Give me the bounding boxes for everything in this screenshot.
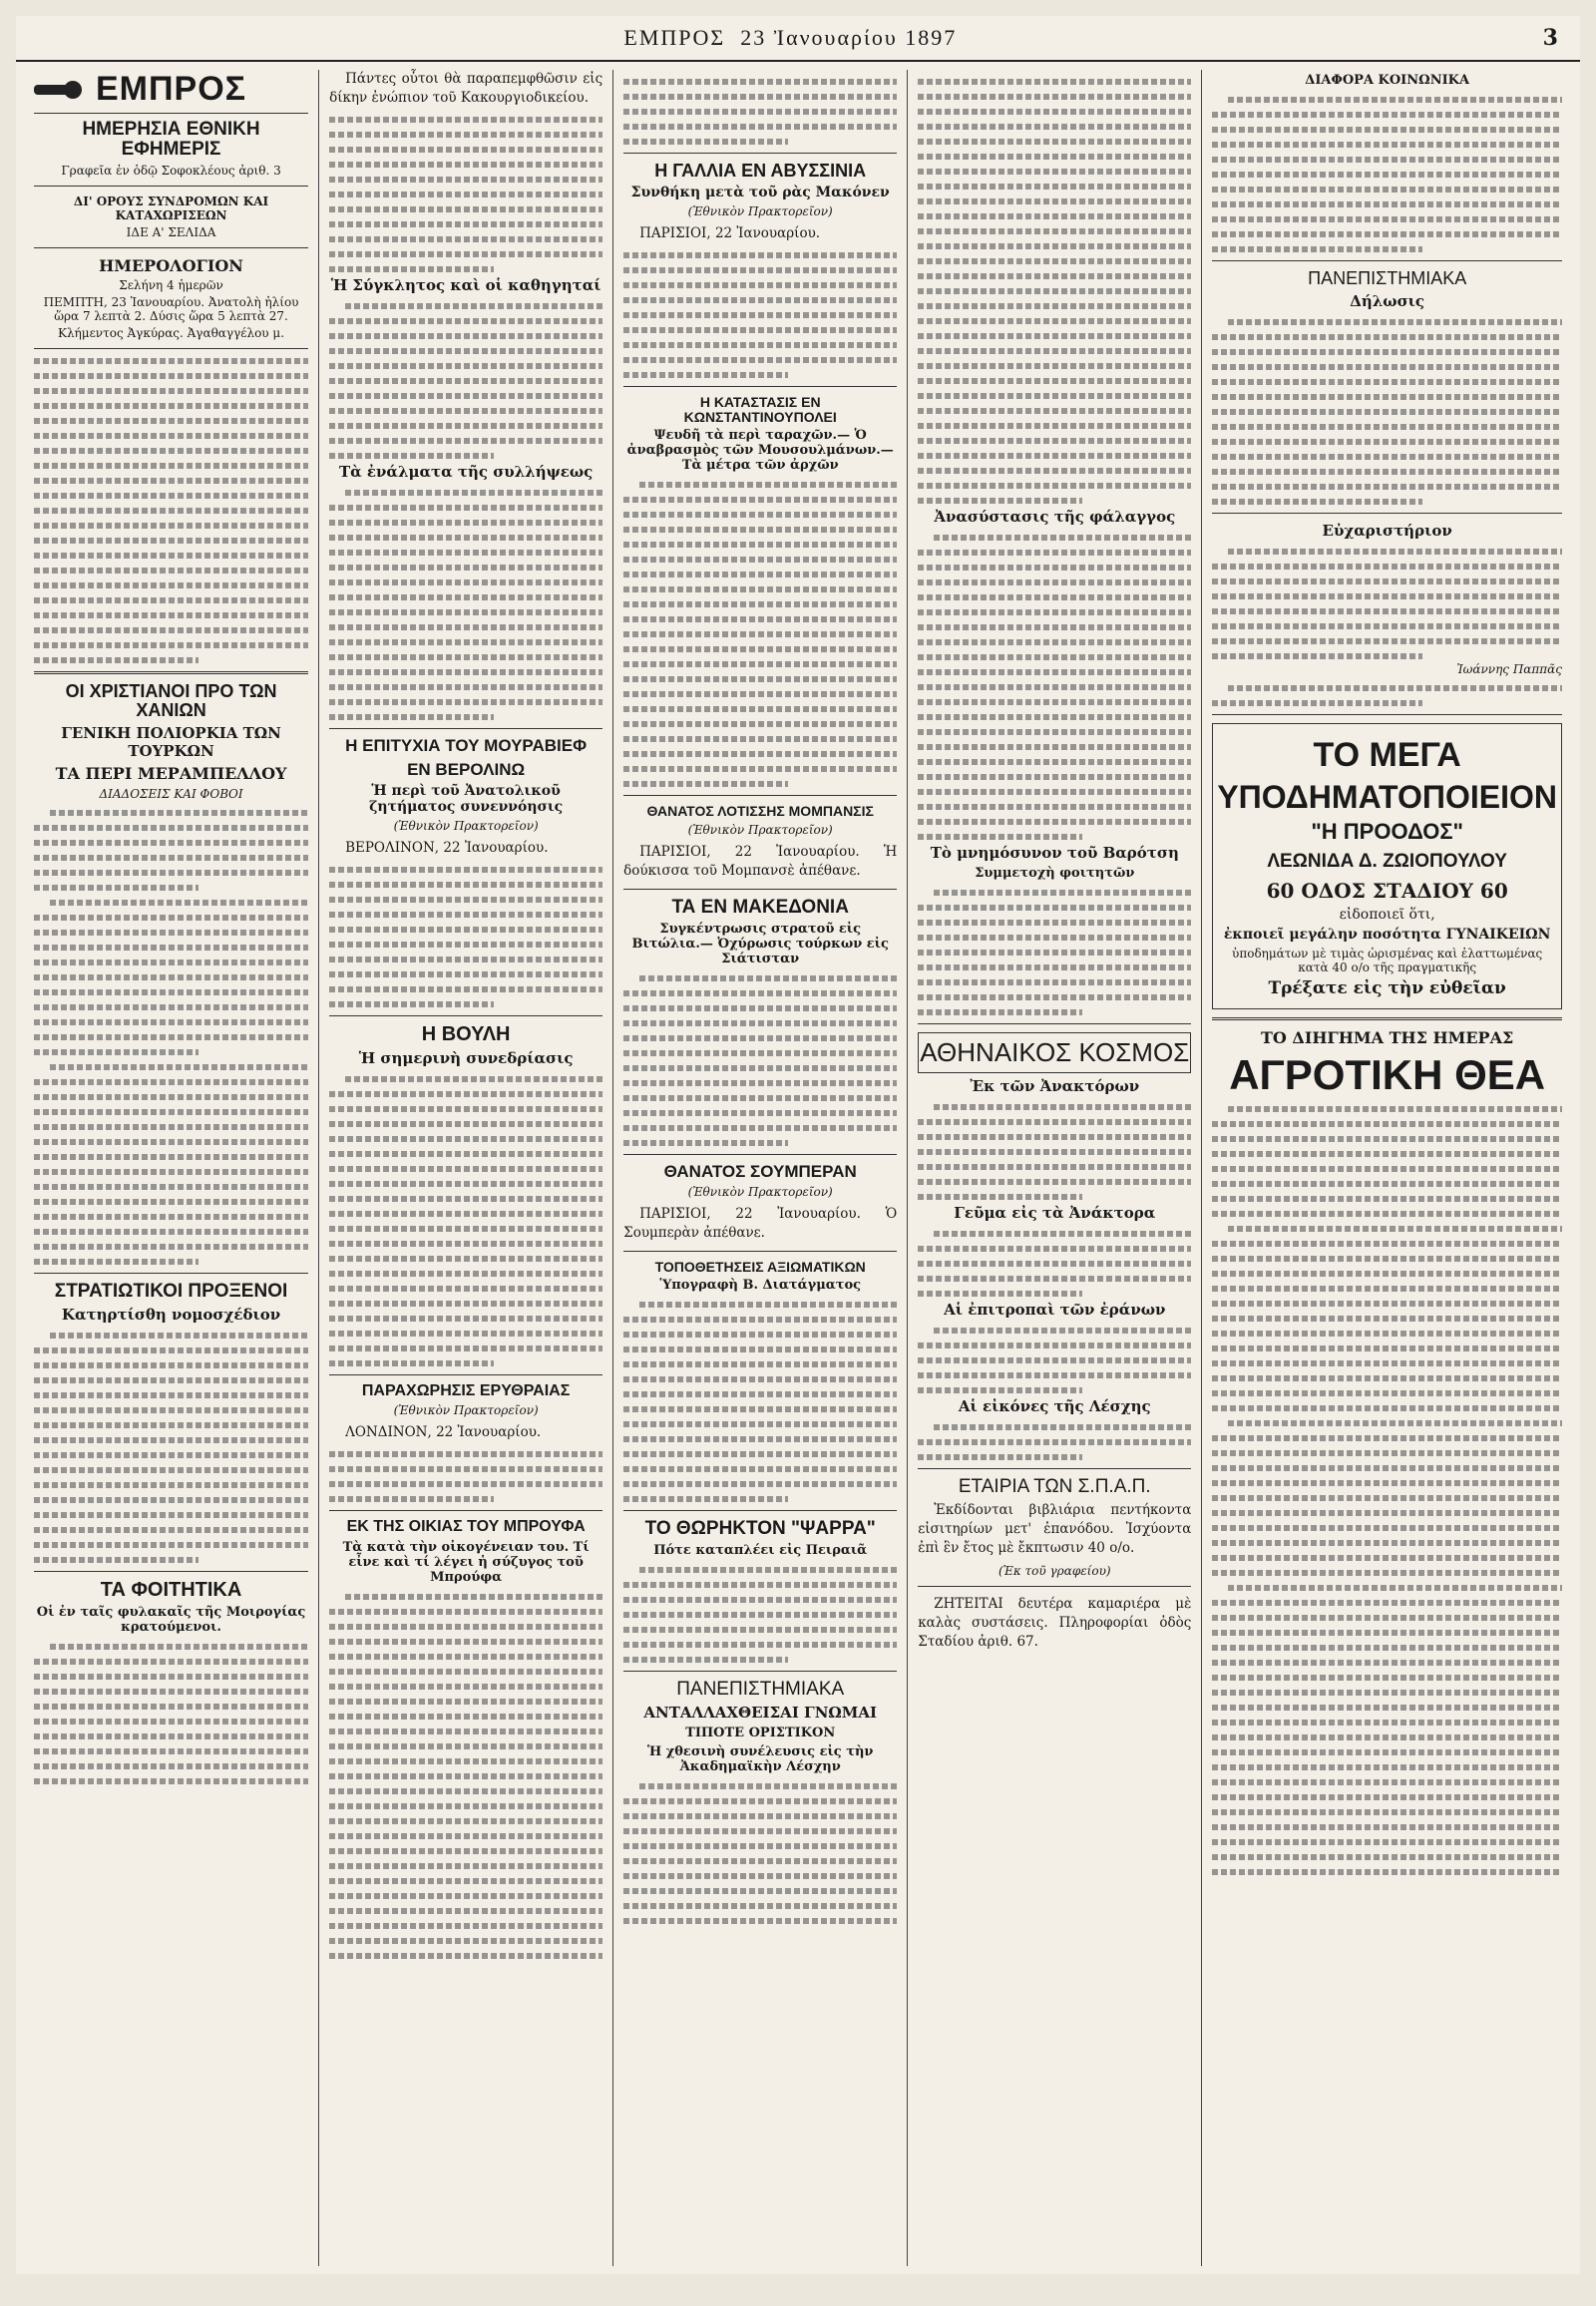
source-agency: (Ἐθνικὸν Πρακτορεῖον) [687,1184,833,1199]
story-title: ΑΓΡΟΤΙΚΗ ΘΕΑ [1229,1050,1546,1098]
text-block [918,79,1191,504]
text-block [918,1424,1191,1460]
text-block [34,358,308,663]
text-block [918,535,1191,840]
text-block [34,810,308,1265]
source-agency: (Ἐθνικὸν Πρακτορεῖον) [393,1403,539,1418]
spap-office: (Ἐκ τοῦ γραφείου) [998,1564,1111,1579]
subhead-thanks: Εὐχαριστήριον [1322,521,1452,540]
subhead-dinner: Γεῦμα εἰς τὰ Ἀνάκτορα [954,1204,1156,1223]
calendar-sun: ΠΕΜΠΤΗ, 23 Ἰανουαρίου. Ἀνατολὴ ἡλίου ὥρα 7 λεπτὰ 2. Δύσις ὥρα 5 λεπτὰ 27. [43,294,299,323]
shoe-store-advertisement [1212,723,1562,1009]
column-4 [907,70,1201,2266]
text-block [1212,685,1562,706]
headline-bouffa: ΕΚ ΤΗΣ ΟΙΚΙΑΣ ΤΟΥ ΜΠΡΟΥΦΑ [346,1518,586,1536]
subhead-committees: Αἱ ἐπιτροπαὶ τῶν ἐράνων [944,1301,1166,1320]
subhead-phalanx: Ἀνασύστασις τῆς φάλαγγος [934,508,1176,526]
headline-eritrea: ΠΑΡΑΧΩΡΗΣΙΣ ΕΡΥΘΡΑΙΑΣ [361,1381,571,1399]
offices: Γραφεῖα ἐν ὁδῷ Σοφοκλέους ἀριθ. 3 [61,163,281,178]
dateline: ΠΑΡΙΣΙΟΙ, 22 Ἰανουαρίου. [639,224,821,241]
source-agency: (Ἐθνικὸν Πρακτορεῖον) [393,818,539,833]
text-block [34,1644,308,1784]
headline-parliament-sub: Ἡ σημερινὴ συνεδρίασις [358,1048,574,1067]
calendar-saints: Κλήμεντος Ἀγκύρας. Ἀγαθαγγέλου μ. [58,325,285,340]
subhead-palace: Ἐκ τῶν Ἀνακτόρων [970,1077,1140,1096]
headline-psara-sub: Πότε καταπλέει εἰς Πειραιᾶ [653,1543,868,1559]
ad-owner: ΛΕΩΝΙΔΑ Δ. ΖΩΙΟΠΟΥΛΟΥ [1267,850,1507,872]
text-block [329,1594,602,1959]
brand-title: ΕΜΠΡΟΣ [96,70,247,108]
text-block [918,1104,1191,1200]
ad-prices: ὑποδημάτων μὲ τιμὰς ὡρισμένας καὶ ἐλαττωμένας κατὰ 40 ο/ο τῆς πραγματικῆς [1232,946,1543,974]
text-block [623,482,897,787]
headline-social: ΔΙΑΦΟΡΑ ΚΟΙΝΩΝΙΚΑ [1305,73,1470,88]
paper-subtitle: ΗΜΕΡΗΣΙΑ ΕΘΝΙΚΗ ΕΦΗΜΕΡΙΣ [82,119,260,160]
text-block [329,117,602,272]
subhead-memorial: Τὸ μνημόσυνον τοῦ Βαρότση [930,844,1179,862]
headline-students: ΤΑ ΦΟΙΤΗΤΙΚΑ [100,1578,242,1601]
text-block [329,1076,602,1366]
spap-text: Ἐκδίδονται βιβλιάρια πεντήκοντα εἰσιτηρίων μετ' ἐπανόδου. Ἰσχύοντα ἐπὶ ἓν ἔτος μὲ ἔκπτωσιν 40 ο/ο. [918,1502,1192,1557]
headline-france: Η ΓΑΛΛΙΑ ΕΝ ΑΒΥΣΣΙΝΙΑ [654,161,867,181]
text-block [623,1783,897,1924]
text-block [918,890,1191,1015]
headline-univ-col5: ΠΑΝΕΠΙΣΤΗΜΙΑΚΑ [1308,268,1467,288]
source-agency: (Ἐθνικὸν Πρακτορεῖον) [687,203,833,218]
newspaper-page [16,16,1580,2274]
headline-psara: ΤΟ ΘΩΡΗΚΤΟΝ "ΨΑΡΡΑ" [644,1518,876,1540]
headline-constantinople-sub: Ψευδῆ τὰ περὶ ταραχῶν.— Ὁ ἀναβρασμὸς τῶν Μουσουλμάνων.— Τὰ μέτρα τῶν ἀρχῶν [626,428,894,474]
column-2 [318,70,612,2266]
masthead [16,16,1580,62]
headline-soumperan: ΘΑΝΑΤΟΣ ΣΟΥΜΠΕΡΑΝ [663,1161,857,1181]
ad-name: "Η ΠΡΟΟΔΟΣ" [1311,818,1463,844]
text-block [329,867,602,1007]
text-block [1212,549,1562,659]
headline-montpensier: ΘΑΝΑΤΟΣ ΛΟΤΙΣΣΗΣ ΜΟΜΠΑΝΣΙΣ [646,803,874,820]
headline-university: ΠΑΝΕΠΙΣΤΗΜΙΑΚΑ [676,1679,845,1701]
column-5 [1201,70,1572,2266]
headline-sub2: ΤΑ ΠΕΡΙ ΜΕΡΑΜΠΕΛΛΟΥ [55,763,287,783]
dateline: ΠΑΡΙΣΙΟΙ, 22 Ἰανουαρίου. Ἡ δούκισσα τοῦ Μομπανσὲ ἀπέθανε. [623,843,898,879]
subhead-senate: Ἡ Σύγκλητος καὶ οἱ καθηγηταί [330,276,601,294]
subhead-images: Αἱ εἰκόνες τῆς Λέσχης [958,1397,1151,1416]
ad-the: ΤΟ ΜΕΓΑ [1313,735,1461,774]
ad-address: 60 ΟΔΟΣ ΣΤΑΔΙΟΥ 60 [1266,878,1508,903]
headline-berlin-sub: Ἡ περὶ τοῦ Ἀνατολικοῦ ζητήματος συνεννόησις [369,782,564,815]
classified-wanted: ΖΗΤΕΙΤΑΙ δευτέρα καμαριέρα μὲ καλὰς συστάσεις. Πληροφορίαι ὁδὸς Σταδίου ἀριθ. 67. [918,1596,1192,1651]
headline-officers: ΤΟΠΟΘΕΤΗΣΕΙΣ ΑΞΙΩΜΑΤΙΚΩΝ [654,1258,866,1275]
headline-sub: ΓΕΝΙΚΗ ΠΟΛΙΟΡΚΙΑ ΤΩΝ ΤΟΥΡΚΩΝ [61,723,281,760]
headline-university-sub: Ἡ χθεσινὴ συνέλευσις εἰς τὴν Ἀκαδημαϊκὴν Λέσχην [646,1744,874,1775]
text-block [329,303,602,459]
headline-students-sub: Οἱ ἐν ταῖς φυλακαῖς τῆς Μοιρογίας κρατούμενοι. [36,1604,306,1635]
text-block [918,1328,1191,1393]
headline-athens-society: ΑΘΗΝΑΙΚΟΣ ΚΟΣΜΟΣ [918,1032,1191,1073]
text-block [329,1451,602,1502]
text-block [623,79,897,145]
page-number: 3 [1542,25,1558,51]
subhead-declaration: Δήλωσις [1350,291,1425,310]
terms-page: ΙΔΕ Α' ΣΕΛΙΔΑ [126,224,216,239]
headline-spap: ΕΤΑΙΡΙΑ ΤΩΝ Σ.Π.Α.Π. [958,1476,1151,1498]
headline-parliament: Η ΒΟΥΛΗ [421,1022,511,1045]
calendar-moon: Σελήνη 4 ἡμερῶν [119,277,223,292]
headline-france-sub: Συνθήκη μετὰ τοῦ ρὰς Μακόνεν [630,184,890,200]
headline-officers-sub: Ὑπογραφὴ Β. Διατάγματος [659,1278,862,1294]
headline-university-2: ΑΝΤΑΛΛΑΧΘΕΙΣΑΙ ΓΝΩΜΑΙ [643,1704,878,1723]
headline-sub3: ΔΙΑΔΟΣΕΙΣ ΚΑΙ ΦΟΒΟΙ [99,786,243,801]
text-block [1212,1106,1562,1875]
terms: ΔΙ' ΟΡΟΥΣ ΣΥΝΔΡΟΜΩΝ ΚΑΙ ΚΑΤΑΧΩΡΙΣΕΩΝ [73,193,269,222]
dateline: ΛΟΝΔΙΝΟΝ, 22 Ἰανουαρίου. [345,1424,542,1441]
ad-quantity: ἐκποιεῖ μεγάλην ποσότητα ΓΥΝΑΙΚΕΙΩΝ [1223,926,1551,943]
text-block [329,490,602,720]
text-block [1212,319,1562,505]
headline-christians: ΟΙ ΧΡΙΣΤΙΑΝΟΙ ΠΡΟ ΤΩΝ ΧΑΝΙΩΝ [65,680,277,720]
headline-story: ΤΟ ΔΙΗΓΗΜΑ ΤΗΣ ΗΜΕΡΑΣ [1261,1027,1514,1047]
calendar-title: ΗΜΕΡΟΛΟΓΙΟΝ [99,255,243,275]
headline-muraviev: Η ΕΠΙΤΥΧΙΑ ΤΟΥ ΜΟΥΡΑΒΙΕΦ [345,736,588,755]
signature: Ἰωάννης Παππᾶς [1456,661,1562,676]
headline-macedonia-sub: Συγκέντρωσις στρατοῦ εἰς Βιτώλια.— Ὀχύρωσις τούρκων εἰς Σιάτισταν [631,921,889,966]
paragraph: Πάντες οὗτοι θὰ παραπεμφθῶσιν εἰς δίκην ἐνώπιον τοῦ Κακουργιοδικείου. [329,71,603,106]
ad-notice: εἰδοποιεῖ ὅτι, [1339,906,1435,923]
column-3 [612,70,907,2266]
headline-constantinople: Η ΚΑΤΑΣΤΑΣΙΣ ΕΝ ΚΩΝΣΤΑΝΤΙΝΟΥΠΟΛΕΙ [683,393,837,425]
text-block [34,1333,308,1563]
pointing-hand-icon [34,77,88,103]
ad-call: Τρέξατε εἰς τὴν εὐθεῖαν [1268,977,1506,998]
ad-shop: ΥΠΟΔΗΜΑΤΟΠΟΙΕΙΟΝ [1217,778,1557,815]
headline-university-3: ΤΙΠΟΤΕ ΟΡΙΣΤΙΚΟΝ [685,1726,836,1741]
column-1 [24,70,318,2266]
headline-macedonia: ΤΑ ΕΝ ΜΑΚΕΔΟΝΙΑ [671,896,849,918]
subhead-arrests: Τὰ ἐνάλματα τῆς συλλήψεως [338,463,594,481]
text-block [623,1302,897,1502]
dateline: ΠΑΡΙΣΙΟΙ, 22 Ἰανουαρίου. Ὁ Σουμπερὰν ἀπέθανε. [623,1205,898,1241]
source-agency: (Ἐθνικὸν Πρακτορεῖον) [687,822,833,837]
masthead-title-date: ΕΜΠΡΟΣ 23 Ἰανουαρίου 1897 [623,25,958,50]
text-block [918,1231,1191,1297]
text-block [623,252,897,378]
text-block [623,1567,897,1663]
text-block [623,975,897,1146]
headline-berlin: ΕΝ ΒΕΡΟΛΙΝΩ [407,759,526,779]
subhead-memorial-sub: Συμμετοχὴ φοιτητῶν [975,866,1135,881]
headline-consuls-sub: Κατηρτίσθη νομοσχέδιον [61,1305,281,1324]
headline-consuls: ΣΤΡΑΤΙΩΤΙΚΟΙ ΠΡΟΞΕΝΟΙ [54,1280,288,1302]
headline-bouffa-sub: Τὰ κατὰ τὴν οἰκογένειαν του. Τί εἶνε καὶ τί λέγει ἡ σύζυγος τοῦ Μπρούφα [342,1540,590,1586]
text-block [1212,97,1562,252]
dateline: ΒΕΡΟΛΙΝΟΝ, 22 Ἰανουαρίου. [345,839,549,856]
